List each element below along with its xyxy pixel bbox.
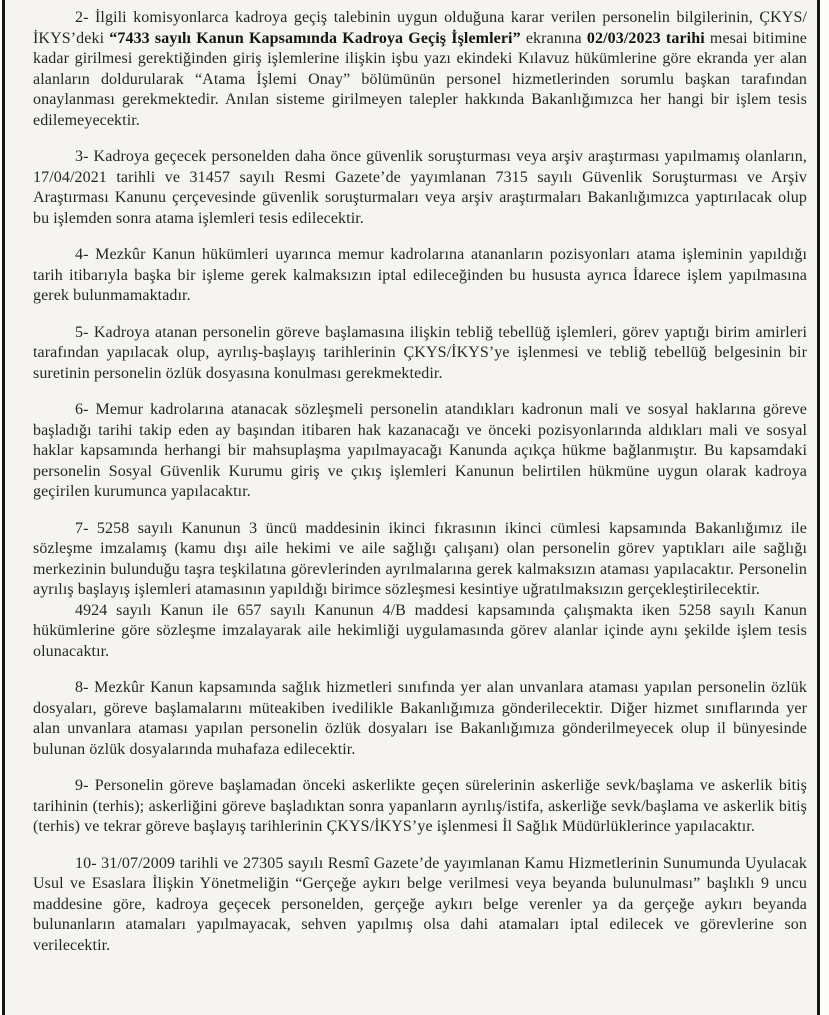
paragraph-2-text-end: mesai bitimine kadar girilmesi gerektiğinden giriş işlemlerine ilişkin işbu yazı ekindeki Kılavuz hükümlerine göre ekranda yer alan alanların doldurularak “Atama İşlemi Onay” bölümünün personel hizmetlerinden sorumlu başkan tarafından onaylanması gerekmektedir. Anılan sisteme girilmeyen talepler hakkında Bakanlığımızca her hangi bir işlem tesis edilemeyecektir. [33,29,807,129]
paragraph-3: 3- Kadroya geçecek personelden daha önce güvenlik soruşturması veya arşiv araştırması yapılmamış olanların, 17/04/2021 tarihli ve 31457 sayılı Resmi Gazete’de yayımlanan 7315 sayılı Güvenlik Soruşturması ve Arşiv Araştırması Kanunu çerçevesinde güvenlik soruşturmaları veya arşiv araştırmaları Bakanlığımızca yaptırılacak olup bu işlemden sonra atama işlemleri tesis edilecektir. [33,148,807,227]
paragraph-10: 10- 31/07/2009 tarihli ve 27305 sayılı Resmî Gazete’de yayımlanan Kamu Hizmetlerinin Sunumunda Uyulacak Usul ve Esaslara İlişkin Yönetmeliğin “Gerçeğe aykırı belge verilmesi veya beyanda bulunulması” başlıklı 9 uncu maddesine göre, kadroya geçecek personelden, gerçeğe aykırı belge verenler ya da gerçeğe aykırı beyanda bulunanların atamaları yapılmayacak, sehven yapılmış olsa dahi atamaları iptal edilecek ve görevlerine son verilecektir. [33,854,807,954]
document-text-block [33,8,807,972]
scanned-document-page [5,0,817,1015]
scan-edge-line-left [2,0,5,1015]
paragraph-4: 4- Mezkûr Kanun hükümleri uyarınca memur kadrolarına atananların pozisyonları atama işleminin yapıldığı tarih itibarıyla başka bir işleme gerek kalmaksızın iptal edileceğinden bu hususta ayrıca İdarece işlem yapılmasına gerek bulunmamaktadır. [33,246,807,304]
paragraph-8: 8- Mezkûr Kanun kapsamında sağlık hizmetleri sınıfında yer alan unvanlara ataması yapılan personelin özlük dosyaları, göreve başlamalarını müteakiben ivedilikle Bakanlığımıza gönderilecektir. Diğer hizmet sınıflarında yer alan unvanlara ataması yapılan personelin özlük dosyaları ise Bakanlığımıza gönderilmeyecek olup il bünyesinde bulunan özlük dosyalarında muhafaza edilecektir. [33,679,807,758]
paragraph-7-part-1: 7- 5258 sayılı Kanunun 3 üncü maddesinin ikinci fıkrasının ikinci cümlesi kapsamında Bakanlığımız ile sözleşme imzalamış (kamu dışı aile hekimi ve aile sağlığı çalışanı) olan personelin görev yaptıkları aile sağlığı merkezinin bulunduğu taşra teşkilatına görevlerinden ayrılmalarına gerek kalmaksızın ataması yapılacaktır. Personelin ayrılış başlayış işlemleri atamasının yapıldığı birimce sözleşmesi kesintiye uğratılmaksızın gerçekleştirilecektir. [33,519,807,598]
paragraph-2-bold-deadline-date: 02/03/2023 tarihi [586,29,705,47]
scan-right-gutter [820,0,829,1015]
paragraph-2-text-start: 2- İlgili komisyonlarca kadroya geçiş talebinin uygun olduğuna karar verilen personelin bilgilerinin, ÇKYS/İKYS’deki [33,9,807,47]
paragraph-2 [33,8,807,131]
paragraph-6: 6- Memur kadrolarına atanacak sözleşmeli personelin atandıkları kadronun mali ve sosyal haklarına göreve başladığı tarihi takip eden ay başından itibaren hak kazanacağı ve önceki pozisyonlarında aldıkları mali ve sosyal haklar kapsamında herhangi bir mahsuplaşma yapılmayacağı Kanunda açıkça hükme bağlanmıştır. Bu kapsamdaki personelin Sosyal Güvenlik Kurumu giriş ve çıkış işlemleri Kanunun belirtilen hükmüne uygun olarak kadroya geçirilen kurumunca yapılacaktır. [33,401,807,500]
paragraph-7-part-2: 4924 sayılı Kanun ile 657 sayılı Kanunun 4/B maddesi kapsamında çalışmakta iken 5258 sayılı Kanun hükümlerine göre sözleşme imzalayarak aile hekimliği uygulamasında görev alanlar içinde aynı şekilde işlem tesis olunacaktır. [33,601,807,660]
paragraph-2-text-mid: ekranına [520,29,587,47]
paragraph-9: 9- Personelin göreve başlamadan önceki askerlikte geçen sürelerinin askerliğe sevk/başlama ve askerlik bitiş tarihinin (terhis); askerliğini göreve başladıktan sonra yapanların ayrılış/istifa, askerliğe sevk/başlama ve askerlik bitiş (terhis) ve tekrar göreve başlayış tarihlerinin ÇKYS/İKYS’ye işlenmesi İl Sağlık Müdürlüklerince yapılacaktır. [33,777,807,835]
paragraph-2-bold-law-title: “7433 sayılı Kanun Kapsamında Kadroya Geçiş İşlemleri” [109,29,521,47]
paragraph-5: 5- Kadroya atanan personelin göreve başlamasına ilişkin tebliğ tebellüğ işlemleri, görev yaptığı birim amirleri tarafından yapılacak olup, ayrılış-başlayış tarihlerinin ÇKYS/İKYS’ye işlenmesi ve tebliğ tebellüğ belgesinin bir suretinin personelin özlük dosyasına konulması gerekmektedir. [33,323,807,382]
